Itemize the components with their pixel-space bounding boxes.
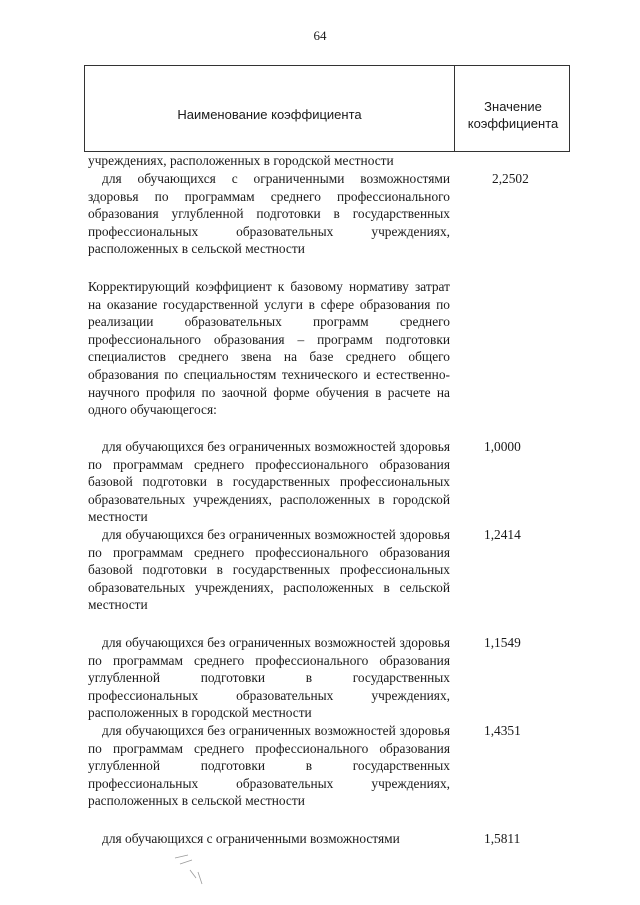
page-number: 64 — [313, 28, 327, 43]
row-value: 1,0000 — [484, 439, 521, 454]
table-row — [88, 830, 558, 848]
row-text: для обучающихся без ограниченных возможностей здоровья по программам среднего профессионального образования углубленной подготовки в государственных профессиональных образовательных учреждениях, расположенных в городской местности — [88, 635, 450, 721]
row-value: 1,1549 — [484, 635, 521, 650]
scan-artifact-icon — [170, 850, 210, 890]
table-row — [88, 152, 558, 170]
row-text: для обучающихся с ограниченными возможностями — [102, 831, 400, 846]
table-row — [88, 278, 558, 419]
row-text: для обучающихся без ограниченных возможностей здоровья по программам среднего профессионального образования базовой подготовки в государственных профессиональных образовательных учреждениях, расположенных в сельской местности — [88, 527, 450, 613]
table-row — [88, 438, 558, 526]
row-text: Корректирующий коэффициент к базовому нормативу затрат на оказание государственной услуги в сфере образования по реализации образовательных программ среднего профессионального образования – программ подготовки специалистов среднего звена на базе среднего общего образования по специальностям технического и естественно-научного профиля по заочной форме обучения в расчете на одного обучающегося: — [88, 279, 450, 418]
table-header — [84, 65, 570, 152]
column-header-value: Значение коэффициента — [467, 98, 559, 131]
row-text: для обучающихся с ограниченными возможностями здоровья по программам среднего профессионального образования углубленной подготовки в государственных профессиональных образовательных учреждениях, расположенных в сельской местности — [88, 171, 450, 257]
row-text: учреждениях, расположенных в городской местности — [88, 153, 394, 168]
column-header-name: Наименование коэффициента — [85, 66, 455, 151]
table-row — [88, 170, 558, 258]
row-value: 1,4351 — [484, 723, 521, 738]
row-value: 1,2414 — [484, 527, 521, 542]
row-text: для обучающихся без ограниченных возможностей здоровья по программам среднего профессионального образования базовой подготовки в государственных профессиональных образовательных учреждениях, расположенных в городской местности — [88, 439, 450, 525]
row-value: 1,5811 — [484, 831, 521, 846]
table-row — [88, 526, 558, 614]
table-row — [88, 722, 558, 810]
row-value: 2,2502 — [492, 171, 529, 186]
table-row — [88, 634, 558, 722]
row-text: для обучающихся без ограниченных возможностей здоровья по программам среднего профессионального образования углубленной подготовки в государственных профессиональных образовательных учреждениях, расположенных в сельской местности — [88, 723, 450, 809]
